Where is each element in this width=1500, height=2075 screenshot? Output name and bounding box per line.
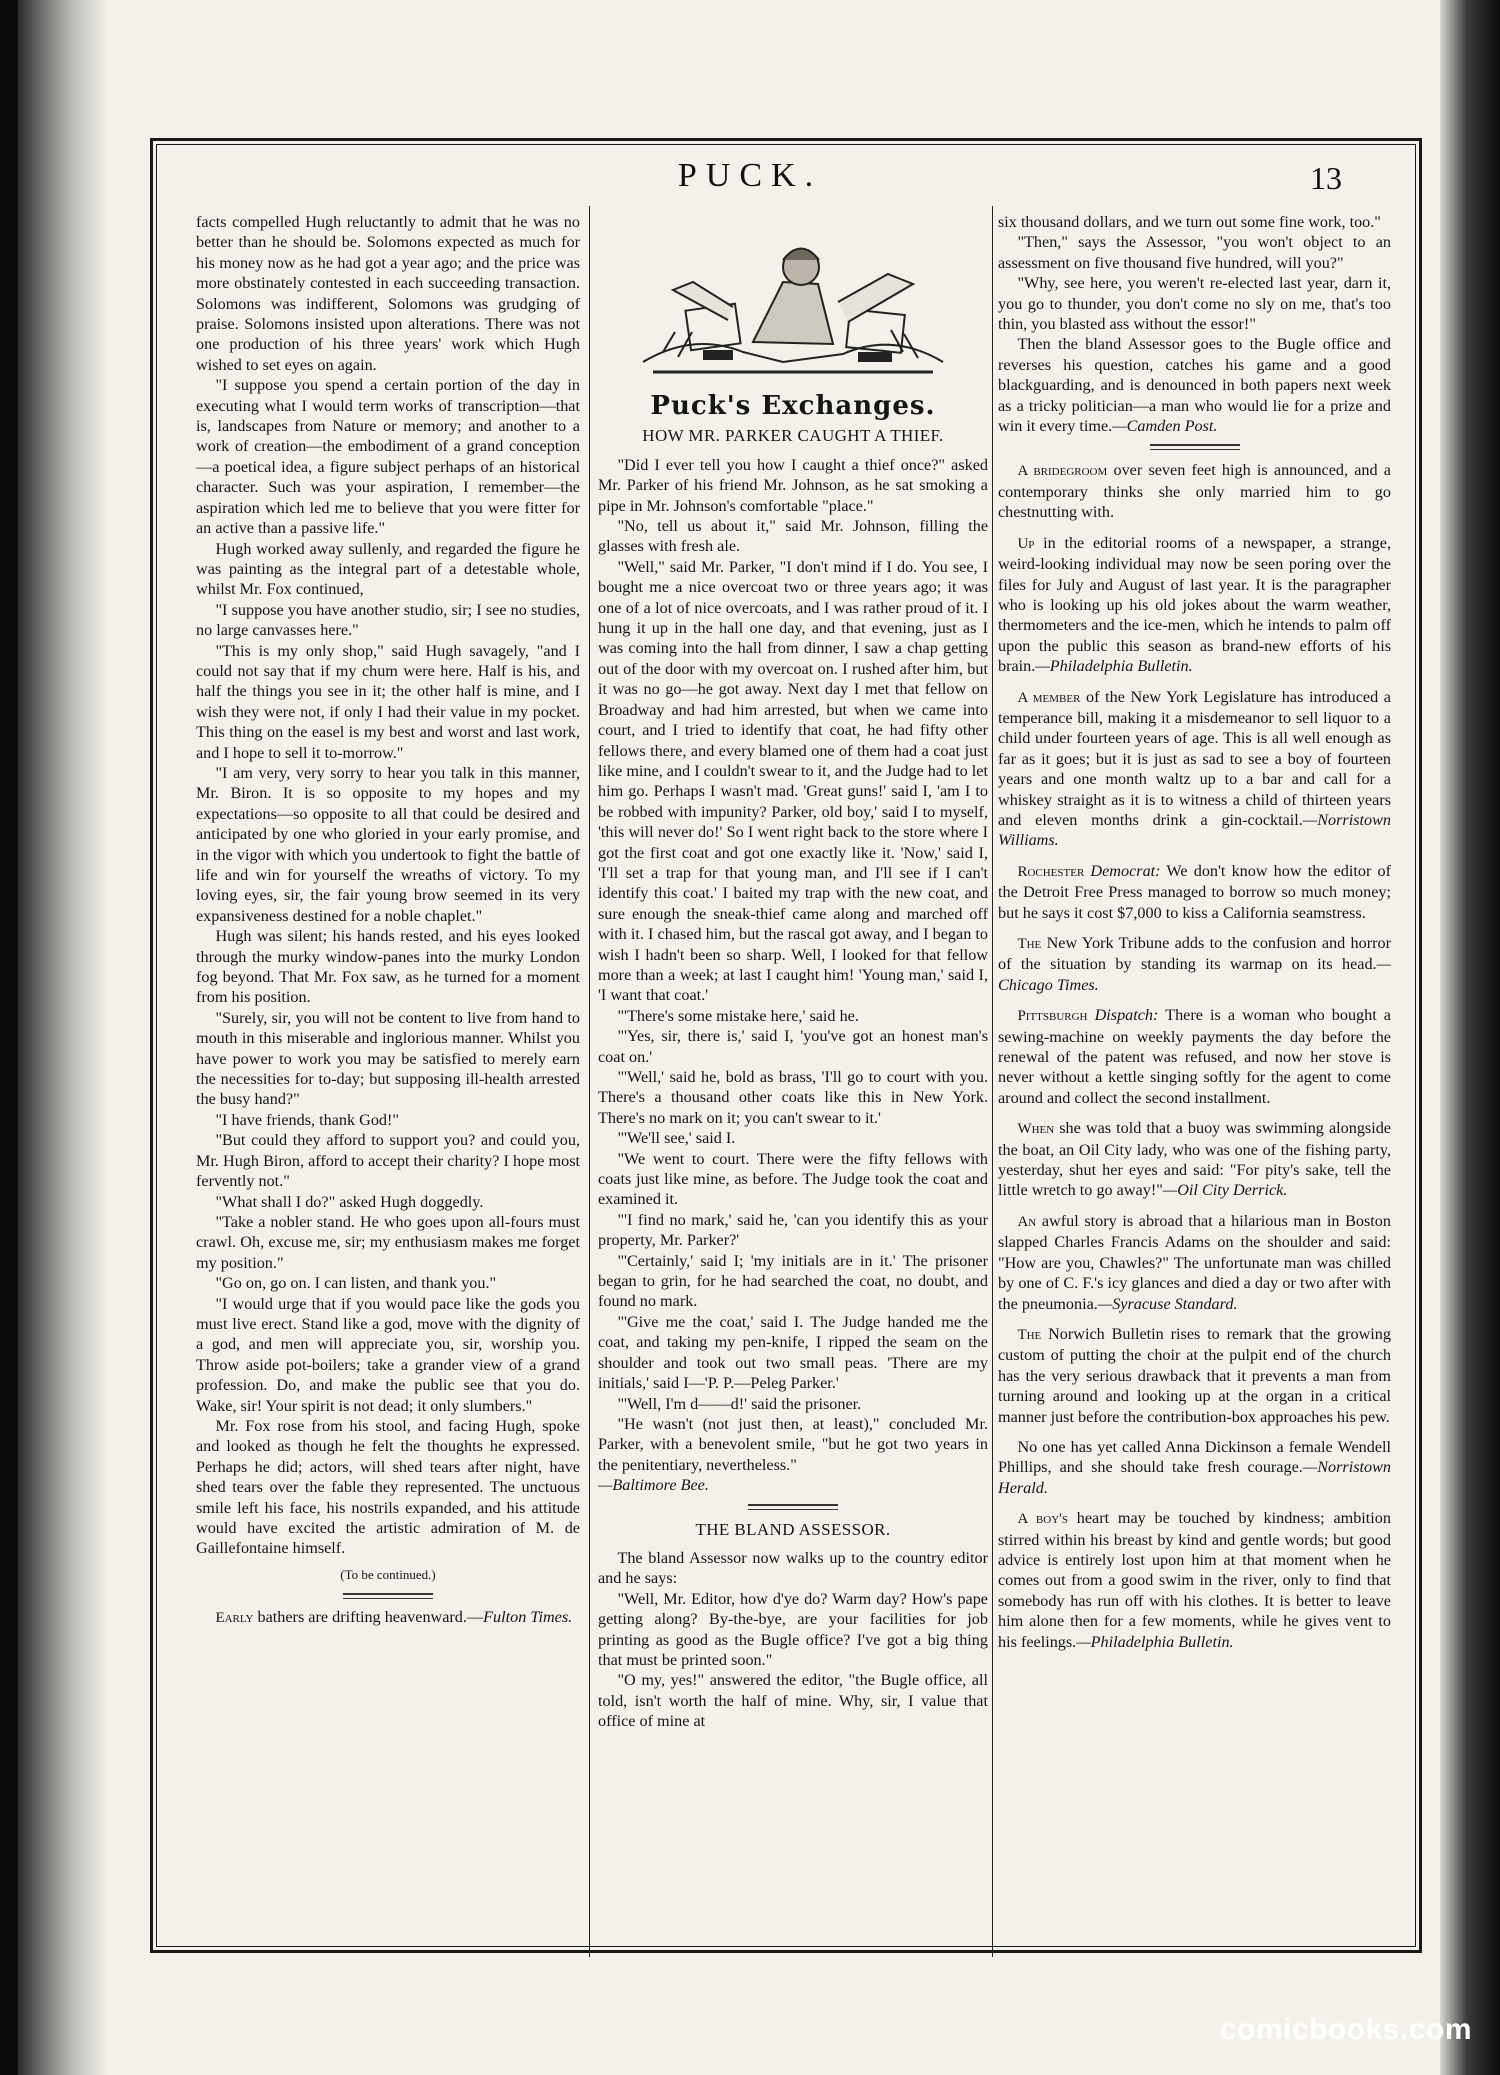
paragraph: "Then," says the Assessor, "you won't object to an assessment on five thousand five hundred, will you?" xyxy=(998,233,1391,272)
paragraph: "Well," said Mr. Parker, "I don't mind if I do. You see, I bought me a nice overcoat two or three years ago; it was one of a lot of nice overcoats, and I was rather proud of it. I hung it up in the hall one day, and that evening, just as I was coming into the hall from dinner, I saw a chap getting out of the door with my overcoat on. I rushed after him, but it was no go—he got away. Next day I met that fellow on Broadway and had him arrested, but when we came into court, and I tried to identify that coat, he had fifty other fellows there, and every blamed one of them had a coat just like mine, and I couldn't swear to it, and the Judge had to let him go. Perhaps I wasn't mad. 'Great guns!' said I, 'am I to be robbed with impunity? Parker, old boy,' said I to myself, 'this will never do!' So I went right back to the store where I got the first coat and got one exactly like it. 'Now,' said I, 'I'll set a trap for that young man, and I'll see if I can't identify this coat.' I baited my trap with the new coat, and sure enough the sneak-thief came along and marched off with it. I chased him, but the rascal got away, and I began to wish I hadn't been so sharp. Well, I looked for that fellow more than a week; at last I caught him! 'Young man,' said I, 'I want that coat.' xyxy=(598,557,988,1005)
item-text: Norwich Bulletin rises to remark that the growing custom of putting the choir at the pulpit end of the church has the very serious drawback that it prevents a man from turning around and looking up at the organ in a critical manner just before the contribution-box approaches his pew. xyxy=(998,1324,1391,1426)
news-item xyxy=(998,1508,1391,1652)
paragraph: "We went to court. There were the fifty fellows with coats just like mine, as before. The Judge took the coat and examined it. xyxy=(598,1149,988,1209)
item-text: in the editorial rooms of a newspaper, a strange, weird-looking individual may now be seen poring over the files for July and August of last year. It is the paragrapher who is looking up his old jokes about the warm weather, thermometers and the ice-men, which he intends to palm off upon the public this season as brand-new efforts of his brain. xyxy=(998,533,1391,676)
paragraph: "He wasn't (not just then, at least)," concluded Mr. Parker, with a benevolent smile, "but he got two years in the penitentiary, nevertheless." xyxy=(598,1414,988,1474)
paragraph: The bland Assessor now walks up to the country editor and he says: xyxy=(598,1548,988,1588)
news-item xyxy=(998,1211,1391,1314)
paragraph: "What shall I do?" asked Hugh doggedly. xyxy=(215,1192,484,1211)
item-text: No one has yet called Anna Dickinson a female Wendell Phillips, and she should take fresh courage. xyxy=(998,1437,1391,1477)
news-item xyxy=(998,533,1391,677)
item-lead: A boy's xyxy=(1017,1511,1068,1528)
page-edge xyxy=(1440,0,1500,2075)
item-lead: When xyxy=(1017,1121,1055,1138)
item-source: —Philadelphia Bulletin. xyxy=(1035,657,1193,676)
column-right xyxy=(998,212,1391,1953)
divider xyxy=(1150,444,1240,450)
news-item xyxy=(998,1118,1391,1201)
paragraph: "Take a nobler stand. He who goes upon all-fours must crawl. Oh, excuse me, sir; my enthusiasm makes me forget my position." xyxy=(196,1212,580,1272)
news-item xyxy=(998,933,1391,995)
paragraph: Hugh was silent; his hands rested, and his eyes looked through the murky window-panes into the murky London fog beyond. That Mr. Fox saw, as he turned for a moment from his position. xyxy=(196,927,580,1007)
continued-note: (To be continued.) xyxy=(340,1566,436,1582)
paragraph: Hugh worked away sullenly, and regarded the figure he was painting as the integral part of a detestable whole, whilst Mr. Fox continued, xyxy=(196,539,580,599)
item-source: —Baltimore Bee. xyxy=(598,1476,709,1495)
item-lead: An xyxy=(1017,1213,1037,1230)
section-masthead: Puck's Exchanges. xyxy=(650,391,936,421)
item-text: New York Tribune adds to the confusion and horror of the situation by standing its warmap on its head. xyxy=(998,934,1391,974)
item-source: —Oil City Derrick. xyxy=(1162,1181,1288,1200)
paragraph: Mr. Fox rose from his stool, and facing Hugh, spoke and looked as though he felt the thoughts he expressed. Perhaps he did; actors, will shed tears after night, have shed tears over the fable they represented. The unctuous smile left his face, his nostrils expanded, and his attitude would have excited the artistic admiration of M. de Gaillefontaine himself. xyxy=(196,1416,580,1558)
article-heading: THE BLAND ASSESSOR. xyxy=(695,1519,891,1539)
paper-name: Dispatch: xyxy=(1087,1006,1159,1025)
item-source: Fulton Times. xyxy=(483,1608,573,1627)
item-text: awful story is abroad that a hilarious man in Boston slapped Charles Francis Adams on the shoulder and said: "How are you, Chawles?" The unfortunate man was chilled by one of C. F.'s icy glances and died a day or two after with the pneumonia. xyxy=(998,1211,1391,1313)
item-text: Then the bland Assessor goes to the Bugle office and reverses his question, catches his game and a good blackguarding, and is denounced in both papers next week as a tricky politician—a man who would lie for a prize and win it every time. xyxy=(998,335,1391,436)
paragraph: "I am very, very sorry to hear you talk in this manner, Mr. Biron. It is so opposite to my hopes and my expectations—so opposite to all that could be desired and anticipated by one who gloried in your early promise, and in the vigor with which you undertook to fight the battle of life and win for yourself the wreaths of victory. To my loving eyes, sir, the fair young brow seemed in its very expansiveness destined for a noble chaplet." xyxy=(196,763,580,925)
item-lead: A member xyxy=(1017,689,1081,706)
paragraph: "I would urge that if you would pace like the gods you must live erect. Stand like a god, move with the dignity of a god, and men will appreciate you, sir, worship you. Throw aside pot-boilers; take a grander view of a grand profession. Do, and make the public see that you do. Wake, sir! Your spirit is not dead; it only slumbers." xyxy=(196,1294,580,1415)
article-heading: HOW MR. PARKER CAUGHT A THIEF. xyxy=(642,426,944,446)
paragraph: "Did I ever tell you how I caught a thief once?" asked Mr. Parker of his friend Mr. Johnson, as he sat smoking a pipe in Mr. Johnson's comfortable "place." xyxy=(598,455,988,515)
divider xyxy=(343,1593,433,1599)
paragraph: "'I find no mark,' said he, 'can you identify this as your property, Mr. Parker?' xyxy=(598,1210,988,1250)
column-rule xyxy=(992,206,993,1957)
item-source: —Camden Post. xyxy=(1112,417,1218,436)
item-text: she was told that a buoy was swimming alongside the boat, an Oil City lady, who was one of the fishing party, yesterday, shut her eyes and said: "For pity's sake, tell the little wretch to go away!" xyxy=(998,1119,1391,1200)
item-lead: Pittsburgh xyxy=(1017,1008,1088,1025)
item-source: —Chicago Times. xyxy=(998,955,1391,994)
item-lead: Early xyxy=(215,1610,254,1627)
divider xyxy=(748,1504,838,1510)
paragraph: "Why, see here, you weren't re-elected last year, darn it, you go to thunder, you don't come no sly on me, that's too thin, you blasted ass without the essor!" xyxy=(998,274,1391,334)
news-item xyxy=(998,1437,1391,1498)
binding-shadow xyxy=(18,0,108,2075)
paragraph: "'Give me the coat,' said I. The Judge handed me the coat, and taking my pen-knife, I ripped the seam on the shoulder and took out two small peas. 'There are my initials,' said I—'P. P.—Peleg Parker.' xyxy=(598,1312,988,1393)
paragraph xyxy=(998,334,1391,436)
paragraph: facts compelled Hugh reluctantly to admit that he was no better than he should be. Solomons expected as much for his money now as he had got a year ago; and the price was more obstinately contested in each succeeding transaction. Solomons was indifferent, Solomons was grudging of praise. Solomons insisted upon alterations. There was not one production of his three years' work which Hugh wished to set eyes on again. xyxy=(196,213,580,374)
running-title: PUCK. xyxy=(677,157,823,194)
paragraph: "'Yes, sir, there is,' said I, 'you've got an honest man's coat on.' xyxy=(598,1027,988,1066)
paragraph: "Well, Mr. Editor, how d'ye do? Warm day? How's pape getting along? By-the-bye, are your facilities for job printing as good as the Bugle office? I've got a big thing that must be printed soon." xyxy=(598,1589,988,1669)
paragraph: "'There's some mistake here,' said he. xyxy=(617,1006,859,1025)
item-text: We don't know how the editor of the Detroit Free Press managed to borrow so much money; but he says it cost $7,000 to kiss a California seamstress. xyxy=(998,861,1391,922)
news-item xyxy=(998,1005,1391,1108)
paragraph: "I suppose you have another studio, sir; I see no studies, no large canvasses here." xyxy=(196,600,580,640)
item-text: over seven feet high is announced, and a contemporary thinks she only married him to go chestnutting with. xyxy=(998,461,1391,522)
item-text: heart may be touched by kindness; ambition stirred within his breast by kind and gentle words; but good advice is entirely lost upon him at that moment when he comes out from a good swim in the river, only to find that somebody has run off with his clothes. It is better to leave him alone then for a few moments, while he gives vent to his feelings. xyxy=(998,1509,1391,1651)
paragraph: "I suppose you spend a certain portion of the day in executing what I would term works of transcription—that is, landscapes from Nature or memory; and another to a work of creation—the embodiment of a grand conception—a poetical idea, a figure subject perhaps of an historical character. Such was your aspiration, I remember—the aspiration which led me to believe that you were fitter for an active than a passive life." xyxy=(196,376,580,538)
page-number: 13 xyxy=(1310,160,1342,196)
item-source: —Philadelphia Bulletin. xyxy=(1076,1632,1234,1651)
item-source: —Norristown Williams. xyxy=(998,810,1391,850)
column-middle xyxy=(598,212,988,1953)
item-lead: The xyxy=(1017,936,1042,952)
paragraph: "'We'll see,' said I. xyxy=(617,1129,736,1148)
site-watermark: comicbooks.com xyxy=(1219,2013,1472,2046)
paragraph: "'Certainly,' said I; 'my initials are in it.' The prisoner began to grin, for he had searched the coat, no doubt, and found no mark. xyxy=(598,1251,988,1311)
paragraph: "'Well,' said he, bold as brass, 'I'll go to court with you. There's a thousand other coats like this in New York. There's no mark on it; you can't swear to it.' xyxy=(598,1068,988,1127)
paragraph: "No, tell us about it," said Mr. Johnson, filling the glasses with fresh ale. xyxy=(598,517,988,556)
news-item xyxy=(998,687,1391,851)
puck-vignette-illustration xyxy=(633,212,953,392)
item-lead: A bridegroom xyxy=(1017,463,1108,480)
column-left xyxy=(196,212,580,1953)
paragraph: "'Well, I'm d——d!' said the prisoner. xyxy=(617,1394,862,1413)
paragraph: "Surely, sir, you will not be content to live from hand to mouth in this miserable and inglorious manner. Whilst you have power to work you may be satisfied to merely earn the necessities for to-day; but supposing ill-health arrested the busy hand?" xyxy=(196,1008,580,1109)
item-lead: Rochester xyxy=(1017,863,1085,880)
paragraph: "I have friends, thank God!" xyxy=(215,1110,400,1129)
news-item xyxy=(998,460,1391,522)
paragraph: "O my, yes!" answered the editor, "the Bugle office, all told, isn't worth the half of mine. Why, sir, I value that office of mine at xyxy=(598,1671,988,1731)
paragraph: six thousand dollars, and we turn out some fine work, too." xyxy=(998,213,1381,231)
paper-name: Democrat: xyxy=(1084,861,1161,880)
column-rule xyxy=(589,206,590,1957)
news-item xyxy=(998,1324,1391,1427)
item-text: There is a woman who bought a sewing-machine on weekly payments the day before the renewal of the patent was refused, and now her stove is never without a kettle singing softly for the agent to come around and collect the second installment. xyxy=(998,1006,1391,1107)
item-source: —Norristown Herald. xyxy=(998,1458,1391,1497)
item-source: —Syracuse Standard. xyxy=(1097,1294,1238,1313)
news-item xyxy=(196,1607,580,1628)
paragraph: "Go on, go on. I can listen, and thank you." xyxy=(215,1274,497,1293)
item-lead: Up xyxy=(1017,535,1035,552)
item-lead: The xyxy=(1017,1326,1042,1343)
paragraph: "This is my only shop," said Hugh savagely, "and I could not say that if my chum were here. Half is his, and half the things you see in it; the other half is mine, and I wish they were not, if only I had their value in my pocket. This thing on the easel is my best and worst and last work, and I hope to sell it to-morrow." xyxy=(196,641,580,762)
item-text: of the New York Legislature has introduced a temperance bill, making it a misdemeanor to sell liquor to a child under fourteen years of age. This is all well enough as far as it goes; but it is just as sad to see a boy of fourteen years and one month waltz up to a bar and call for a whiskey straight as it is to witness a child of thirteen years and eleven months drink a gin-cocktail. xyxy=(998,687,1391,829)
item-text: bathers are drifting heavenward.— xyxy=(253,1608,484,1627)
news-item xyxy=(998,861,1391,923)
paragraph: "But could they afford to support you? and could you, Mr. Hugh Biron, afford to accept their charity? I hope most fervently not." xyxy=(196,1131,580,1191)
